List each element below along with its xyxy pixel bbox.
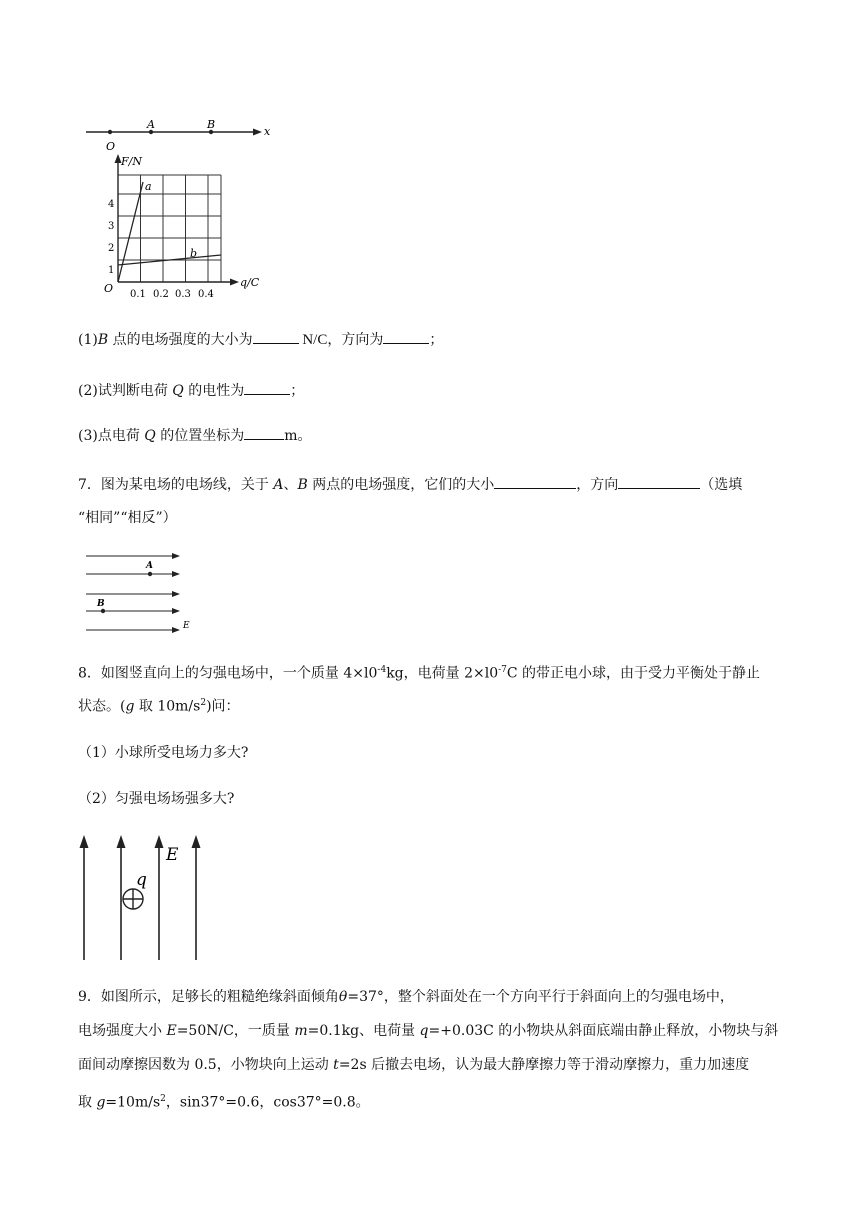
q9-text: 面间动摩擦因数为 0.5，小物块向上运动 (78, 1057, 334, 1073)
answer-blank[interactable] (618, 474, 700, 489)
y-tick: 1 (108, 265, 115, 276)
q6-sub2 (78, 380, 304, 401)
label-A: A (147, 118, 155, 131)
exponent: 2 (200, 698, 207, 708)
var-g: g (125, 698, 135, 715)
y-axis-label: F/N (121, 155, 142, 168)
x-tick: 0.2 (153, 289, 169, 300)
q7-text4: （选填 (700, 477, 743, 493)
line-a-label: a (145, 180, 152, 193)
q6-sub3 (78, 425, 312, 446)
q8-line2 (78, 693, 240, 717)
exponent: 2 (160, 1094, 166, 1104)
q9-text: =2s 后撤去电场，认为最大静摩擦力等于滑动摩擦力，重力加速度 (338, 1057, 750, 1073)
q8-text: 取 10m/s (134, 698, 201, 715)
q9-text: =37°，整个斜面处在一个方向平行于斜面向上的匀强电场中， (347, 989, 734, 1005)
y-tick: 4 (108, 199, 115, 210)
q6-sub3-end: m。 (284, 428, 312, 444)
var-A: A (273, 477, 284, 493)
q6-sub3-text2: 的位置坐标为 (155, 428, 245, 444)
origin-label: O (104, 282, 114, 295)
q8-line1 (78, 660, 760, 684)
positive-charge-icon (123, 889, 143, 909)
y-tick: 3 (108, 221, 115, 232)
answer-blank[interactable] (244, 380, 290, 395)
q7-line1 (78, 474, 742, 495)
q9-text: =10m/s (105, 1094, 161, 1111)
q8-text: )问： (206, 698, 240, 715)
label-q: q (136, 870, 147, 890)
q9-text: 电场强度大小 (78, 1023, 167, 1039)
var-t: t (333, 1057, 339, 1073)
var-theta: θ (338, 989, 348, 1005)
q6-sub2-text2: 的电性为 (183, 383, 245, 399)
q9-line3 (78, 1055, 749, 1075)
q9-text: 取 (78, 1094, 97, 1111)
answer-blank[interactable] (383, 329, 429, 344)
q9-text: 如图所示，足够长的粗糙绝缘斜面倾角 (100, 989, 339, 1005)
var-m: m (294, 1023, 308, 1039)
q7-line2: “相同”“相反”） (78, 510, 177, 526)
label-B: B (207, 118, 216, 131)
unit-label: N/C (298, 332, 328, 348)
label-O: O (106, 140, 116, 153)
point-A (148, 572, 152, 576)
label-E: E (183, 621, 190, 631)
y-tick: 2 (108, 243, 115, 254)
answer-blank[interactable] (494, 474, 576, 489)
var-g: g (96, 1094, 106, 1111)
q7-text2: 两点的电场强度，它们的大小 (307, 477, 495, 493)
label-A: A (146, 561, 153, 571)
q8-sub2: （2）匀强电场场强多大? (78, 791, 235, 807)
point-O (108, 130, 112, 134)
point-B (101, 609, 105, 613)
x-tick: 0.4 (198, 289, 214, 300)
exponent: -7 (498, 665, 507, 675)
q8-sub1: （1）小球所受电场力多大? (78, 745, 249, 761)
exponent: -4 (377, 665, 387, 675)
var-Q: Q (172, 383, 184, 399)
q9-line2 (78, 1021, 778, 1041)
q8-text: 状态。( (78, 698, 126, 715)
var-B: B (297, 477, 308, 493)
var-E: E (166, 1023, 177, 1039)
var-B: B (97, 332, 109, 348)
question-number: 7． (78, 477, 101, 493)
q6-sub1-text2: ，方向为 (327, 332, 384, 348)
figure-field-lines (80, 548, 200, 638)
q8-text: kg，电荷量 2×l0 (386, 665, 499, 682)
q6-sub1-prefix: (1) (78, 332, 98, 348)
q6-sub2-end: ； (290, 383, 305, 399)
q9-text: ，sin37°=0.6，cos37°=0.8。 (165, 1094, 370, 1111)
answer-blank[interactable] (253, 329, 299, 344)
answer-blank[interactable] (244, 425, 284, 440)
q6-sub1-end: ； (429, 332, 444, 348)
question-number: 8． (78, 665, 101, 682)
figure-vertical-field (70, 830, 210, 965)
line-a (118, 182, 143, 282)
q6-sub2-text: (2)试判断电荷 (78, 383, 173, 399)
label-E: E (166, 845, 179, 865)
q9-line1 (78, 987, 734, 1007)
q9-line4 (78, 1089, 370, 1113)
var-Q: Q (144, 428, 156, 444)
q9-text: =50N/C，一质量 (176, 1023, 295, 1039)
figure-f-q-graph (100, 152, 270, 302)
q9-text: =+0.03C 的小物块从斜面底端由静止释放，小物块与斜 (428, 1023, 779, 1039)
x-tick: 0.3 (175, 289, 191, 300)
x-tick: 0.1 (130, 289, 146, 300)
label-x: x (264, 125, 271, 138)
q6-sub3-text: (3)点电荷 (78, 428, 145, 444)
q7-text: 图为某电场的电场线，关于 (100, 477, 274, 493)
q7-text3: ，方向 (576, 477, 619, 493)
line-b-label: b (190, 247, 198, 260)
q6-sub1 (78, 329, 443, 350)
label-B: B (97, 599, 105, 609)
q8-text: C 的带正电小球，由于受力平衡处于静止 (506, 665, 761, 682)
q9-text: =0.1kg、电荷量 (307, 1023, 420, 1039)
question-number: 9． (78, 989, 101, 1005)
var-q: q (419, 1023, 429, 1039)
x-axis-label: q/C (240, 276, 260, 289)
q6-sub1-text: 点的电场强度的大小为 (108, 332, 253, 348)
q7-sep: 、 (283, 477, 298, 493)
q8-text: 如图竖直向上的匀强电场中，一个质量 4×l0 (100, 665, 378, 682)
